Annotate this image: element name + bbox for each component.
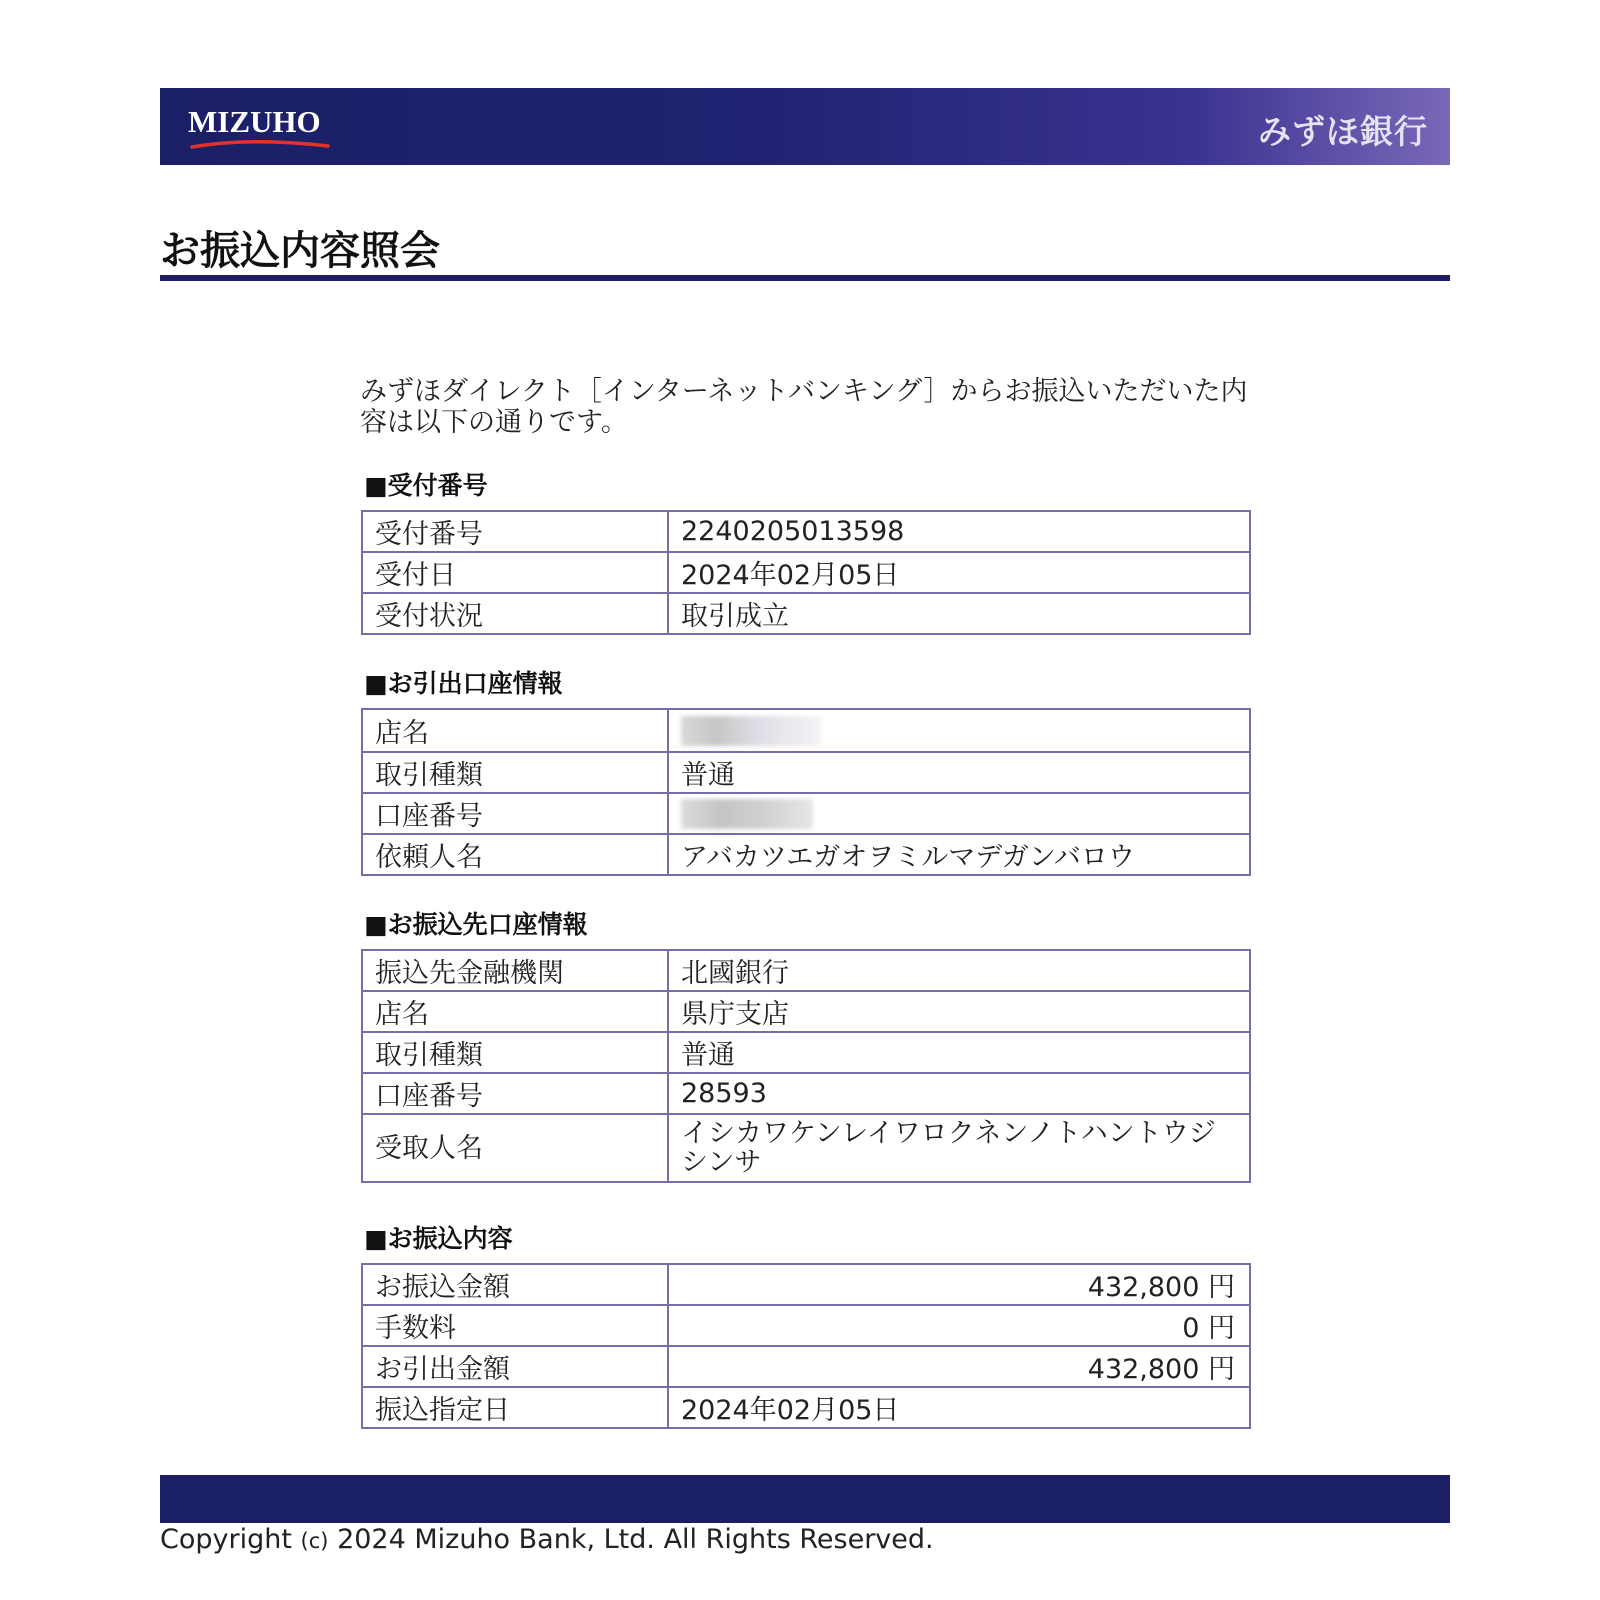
logo-swoosh-icon	[190, 138, 330, 150]
section-heading-withdrawal: ■お引出口座情報	[364, 669, 563, 698]
table-row	[362, 950, 1250, 991]
row-label: 口座番号	[362, 1073, 668, 1114]
redacted-account-number	[681, 799, 813, 829]
row-value: 取引成立	[668, 593, 1250, 634]
row-value: 2240205013598	[668, 511, 1250, 552]
table-row	[362, 1346, 1250, 1387]
row-value: 432,800 円	[668, 1346, 1250, 1387]
table-row	[362, 1073, 1250, 1114]
row-label: 口座番号	[362, 793, 668, 834]
intro-text: みずほダイレクト［インターネットバンキング］からお振込いただいた内容は以下の通りです。	[360, 376, 1248, 438]
mizuho-logo: MIZUHO	[188, 104, 321, 139]
row-label: 取引種類	[362, 1032, 668, 1073]
row-label: 手数料	[362, 1305, 668, 1346]
section-heading-reception: ■受付番号	[364, 471, 488, 500]
copyright-body: 2024 Mizuho Bank, Ltd. All Rights Reserved.	[337, 1524, 934, 1555]
page-title: お振込内容照会	[160, 228, 440, 274]
row-label: 店名	[362, 991, 668, 1032]
row-label: 受取人名	[362, 1114, 668, 1182]
row-label: 店名	[362, 709, 668, 752]
destination-account-table	[361, 949, 1251, 1183]
table-row	[362, 752, 1250, 793]
table-row	[362, 1387, 1250, 1428]
table-row	[362, 593, 1250, 634]
row-label: 取引種類	[362, 752, 668, 793]
row-value: 県庁支店	[668, 991, 1250, 1032]
row-value: イシカワケンレイワロクネンノトハントウジシンサ	[668, 1114, 1250, 1182]
row-label: 振込先金融機関	[362, 950, 668, 991]
header-banner	[160, 88, 1450, 165]
table-row	[362, 511, 1250, 552]
title-divider	[160, 275, 1450, 281]
row-value: 0 円	[668, 1305, 1250, 1346]
row-value: 普通	[668, 752, 1250, 793]
row-value: 北國銀行	[668, 950, 1250, 991]
table-row	[362, 1305, 1250, 1346]
row-value: 2024年02月05日	[668, 552, 1250, 593]
table-row	[362, 991, 1250, 1032]
table-row	[362, 1032, 1250, 1073]
table-row	[362, 1114, 1250, 1182]
row-label: 依頼人名	[362, 834, 668, 875]
row-label: お引出金額	[362, 1346, 668, 1387]
row-label: 受付状況	[362, 593, 668, 634]
copyright-text	[160, 1524, 934, 1555]
row-value: 28593	[668, 1073, 1250, 1114]
copyright-prefix: Copyright	[160, 1524, 292, 1555]
table-row	[362, 834, 1250, 875]
table-row	[362, 793, 1250, 834]
bank-name-jp: みずほ銀行	[1258, 112, 1428, 151]
row-value: 2024年02月05日	[668, 1387, 1250, 1428]
redacted-branch-name	[681, 716, 821, 746]
table-row	[362, 552, 1250, 593]
row-value: 普通	[668, 1032, 1250, 1073]
row-value-redacted	[668, 709, 1250, 752]
transfer-details-table	[361, 1263, 1251, 1429]
row-value-redacted	[668, 793, 1250, 834]
section-heading-transfer: ■お振込内容	[364, 1224, 513, 1253]
footer-bar	[160, 1475, 1450, 1523]
row-label: お振込金額	[362, 1264, 668, 1305]
row-label: 振込指定日	[362, 1387, 668, 1428]
row-label: 受付日	[362, 552, 668, 593]
section-heading-destination: ■お振込先口座情報	[364, 910, 588, 939]
withdrawal-account-table	[361, 708, 1251, 876]
table-row	[362, 1264, 1250, 1305]
row-value: 432,800 円	[668, 1264, 1250, 1305]
reception-table	[361, 510, 1251, 635]
row-label: 受付番号	[362, 511, 668, 552]
row-value: アバカツエガオヲミルマデガンバロウ	[668, 834, 1250, 875]
table-row	[362, 709, 1250, 752]
copyright-symbol: (c)	[300, 1529, 329, 1553]
